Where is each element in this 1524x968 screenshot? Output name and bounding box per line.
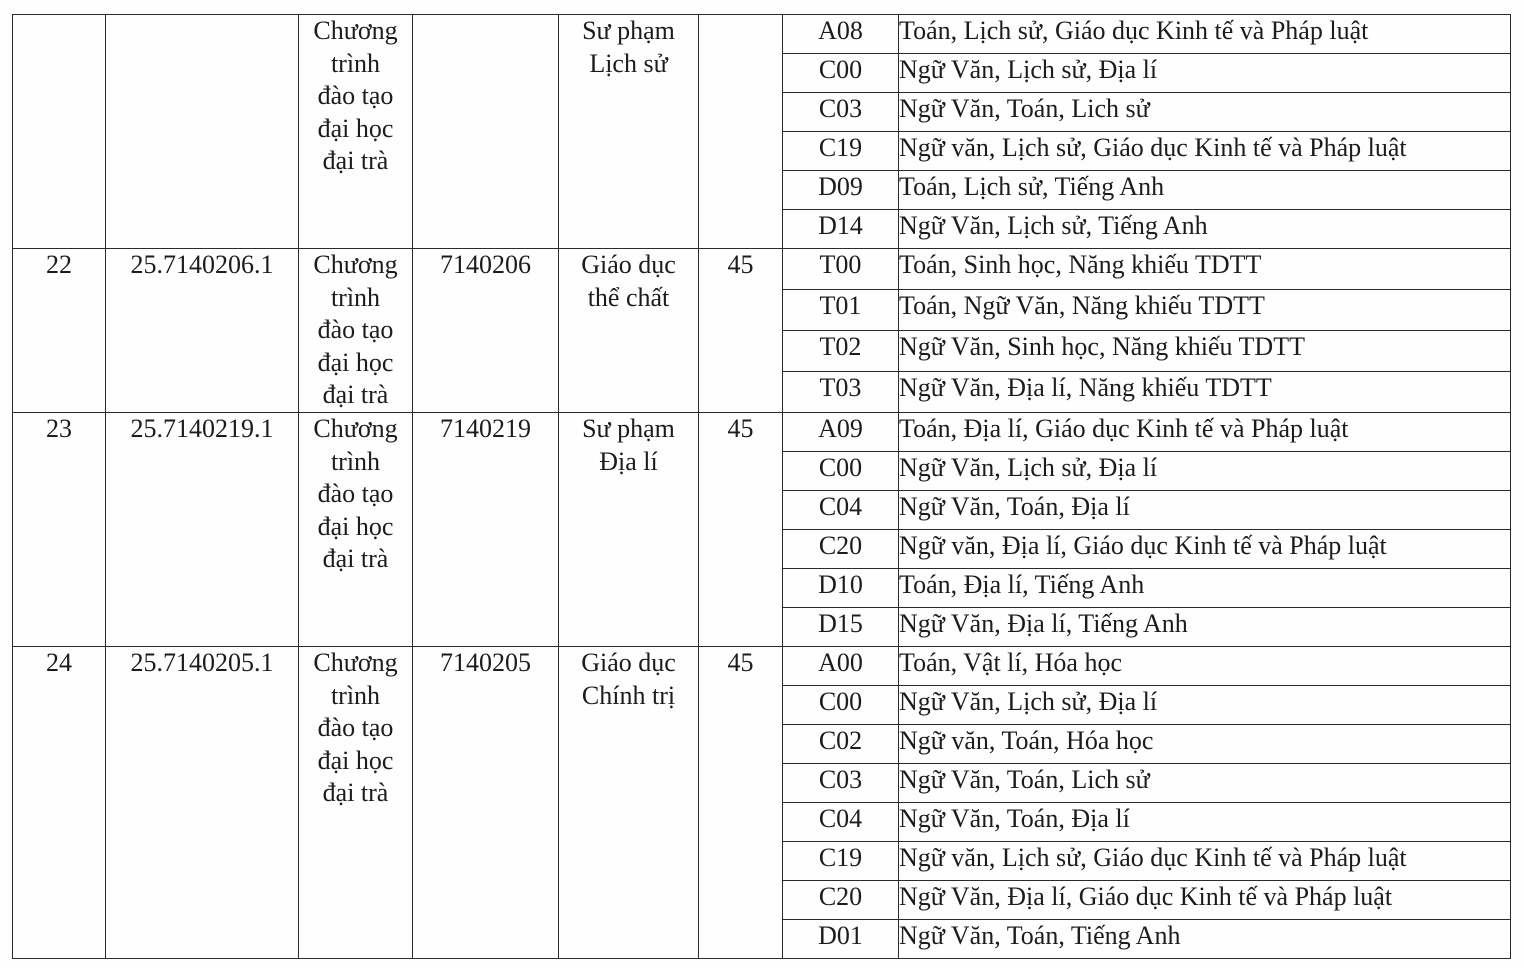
ma-xet-tuyen-cell: 25.7140205.1 [106, 646, 299, 958]
chuong-trinh-cell-line: đại học [317, 347, 394, 377]
chuong-trinh-cell-line: trình [330, 48, 381, 78]
combo-code-cell: C00 [783, 685, 899, 724]
ten-nganh-cell-line: Sư phạm [582, 413, 675, 443]
chuong-trinh-cell-line: trình [330, 446, 381, 476]
combo-code-cell: C04 [783, 490, 899, 529]
chuong-trinh-cell-line: Chương [313, 413, 398, 443]
combo-subjects-cell: Ngữ Văn, Toán, Lich sử [899, 763, 1511, 802]
combo-code-cell: C20 [783, 529, 899, 568]
chuong-trinh-cell [299, 646, 413, 958]
combo-code-cell: C02 [783, 724, 899, 763]
combo-subjects-cell: Ngữ Văn, Toán, Tiếng Anh [899, 919, 1511, 958]
chuong-trinh-cell-line: đại trà [322, 544, 389, 574]
ma-nganh-cell: 7140205 [413, 646, 559, 958]
combo-subjects-cell: Ngữ Văn, Toán, Địa lí [899, 490, 1511, 529]
combo-code-cell: A00 [783, 646, 899, 685]
ma-nganh-cell [413, 15, 559, 249]
combo-code-cell: T02 [783, 330, 899, 371]
combo-subjects-cell: Ngữ Văn, Sinh học, Năng khiếu TDTT [899, 330, 1511, 371]
combo-subjects-cell: Ngữ Văn, Địa lí, Giáo dục Kinh tế và Pháp luật [899, 880, 1511, 919]
chi-tieu-cell: 45 [699, 646, 783, 958]
combo-subjects-cell: Toán, Sinh học, Năng khiếu TDTT [899, 249, 1511, 290]
combo-code-cell: A09 [783, 412, 899, 451]
ten-nganh-cell-line: Địa lí [599, 446, 658, 476]
combo-code-cell: D15 [783, 607, 899, 646]
admission-table-body [13, 15, 1511, 959]
chuong-trinh-cell [299, 249, 413, 413]
ma-nganh-cell: 7140219 [413, 412, 559, 646]
combo-subjects-cell: Toán, Lịch sử, Giáo dục Kinh tế và Pháp luật [899, 15, 1511, 54]
chuong-trinh-cell-line: Chương [313, 647, 398, 677]
chuong-trinh-cell [299, 412, 413, 646]
combo-subjects-cell: Ngữ Văn, Toán, Địa lí [899, 802, 1511, 841]
combo-code-cell: C03 [783, 93, 899, 132]
ten-nganh-cell-line: Chính trị [581, 680, 676, 710]
stt-cell: 24 [13, 646, 106, 958]
chi-tieu-cell: 45 [699, 412, 783, 646]
combo-code-cell: C00 [783, 54, 899, 93]
combo-subjects-cell: Toán, Lịch sử, Tiếng Anh [899, 171, 1511, 210]
ten-nganh-cell [559, 15, 699, 249]
chuong-trinh-cell-line: trình [330, 282, 381, 312]
chuong-trinh-cell-line: đại trà [322, 778, 389, 808]
combo-code-cell: C19 [783, 132, 899, 171]
combo-subjects-cell: Ngữ văn, Lịch sử, Giáo dục Kinh tế và Pháp luật [899, 841, 1511, 880]
combo-subjects-cell: Toán, Địa lí, Giáo dục Kinh tế và Pháp luật [899, 412, 1511, 451]
combo-subjects-cell: Ngữ Văn, Địa lí, Năng khiếu TDTT [899, 371, 1511, 412]
chuong-trinh-cell-line: đào tạo [317, 315, 394, 345]
ten-nganh-cell [559, 249, 699, 413]
combo-subjects-cell: Ngữ Văn, Lịch sử, Địa lí [899, 451, 1511, 490]
combo-code-cell: D09 [783, 171, 899, 210]
combo-subjects-cell: Toán, Vật lí, Hóa học [899, 646, 1511, 685]
combo-subjects-cell: Ngữ văn, Địa lí, Giáo dục Kinh tế và Pháp luật [899, 529, 1511, 568]
combo-code-cell: C04 [783, 802, 899, 841]
combo-subjects-cell: Ngữ Văn, Lịch sử, Địa lí [899, 54, 1511, 93]
combo-code-cell: D01 [783, 919, 899, 958]
table-row [13, 412, 1511, 451]
ten-nganh-cell-line: Lịch sử [589, 48, 668, 78]
chuong-trinh-cell-line: đào tạo [317, 479, 394, 509]
ten-nganh-cell-line: Giáo dục [581, 647, 676, 677]
chuong-trinh-cell-line: trình [330, 680, 381, 710]
table-row [13, 249, 1511, 290]
combo-subjects-cell: Ngữ Văn, Lịch sử, Địa lí [899, 685, 1511, 724]
combo-code-cell: C00 [783, 451, 899, 490]
combo-code-cell: T01 [783, 289, 899, 330]
ten-nganh-cell-line: Giáo dục [581, 250, 676, 279]
ten-nganh-cell-line: Sư phạm [582, 16, 675, 45]
combo-subjects-cell: Ngữ Văn, Địa lí, Tiếng Anh [899, 607, 1511, 646]
combo-subjects-cell: Ngữ Văn, Toán, Lich sử [899, 93, 1511, 132]
combo-code-cell: A08 [783, 15, 899, 54]
chuong-trinh-cell-line: Chương [313, 250, 398, 279]
stt-cell: 22 [13, 249, 106, 413]
chuong-trinh-cell-line: đại học [317, 113, 394, 143]
chuong-trinh-cell-line: Chương [313, 16, 398, 45]
combo-subjects-cell: Ngữ Văn, Lịch sử, Tiếng Anh [899, 210, 1511, 249]
ten-nganh-cell-line: thể chất [587, 282, 670, 312]
stt-cell [13, 15, 106, 249]
chuong-trinh-cell-line: đào tạo [317, 713, 394, 743]
ma-xet-tuyen-cell: 25.7140206.1 [106, 249, 299, 413]
table-row [13, 646, 1511, 685]
combo-code-cell: C03 [783, 763, 899, 802]
ma-xet-tuyen-cell: 25.7140219.1 [106, 412, 299, 646]
admission-table [12, 14, 1511, 959]
table-row [13, 15, 1511, 54]
combo-code-cell: C19 [783, 841, 899, 880]
stt-cell: 23 [13, 412, 106, 646]
ten-nganh-cell [559, 412, 699, 646]
combo-subjects-cell: Toán, Địa lí, Tiếng Anh [899, 568, 1511, 607]
combo-code-cell: T03 [783, 371, 899, 412]
ten-nganh-cell [559, 646, 699, 958]
chuong-trinh-cell-line: đại học [317, 745, 394, 775]
combo-subjects-cell: Ngữ văn, Lịch sử, Giáo dục Kinh tế và Pháp luật [899, 132, 1511, 171]
chuong-trinh-cell-line: đại trà [322, 380, 389, 410]
combo-subjects-cell: Toán, Ngữ Văn, Năng khiếu TDTT [899, 289, 1511, 330]
combo-code-cell: T00 [783, 249, 899, 290]
ma-nganh-cell: 7140206 [413, 249, 559, 413]
chuong-trinh-cell-line: đại học [317, 511, 394, 541]
combo-code-cell: D14 [783, 210, 899, 249]
combo-code-cell: D10 [783, 568, 899, 607]
combo-subjects-cell: Ngữ văn, Toán, Hóa học [899, 724, 1511, 763]
chuong-trinh-cell [299, 15, 413, 249]
chi-tieu-cell [699, 15, 783, 249]
ma-xet-tuyen-cell [106, 15, 299, 249]
chuong-trinh-cell-line: đào tạo [317, 81, 394, 111]
chuong-trinh-cell-line: đại trà [322, 146, 389, 176]
combo-code-cell: C20 [783, 880, 899, 919]
chi-tieu-cell: 45 [699, 249, 783, 413]
